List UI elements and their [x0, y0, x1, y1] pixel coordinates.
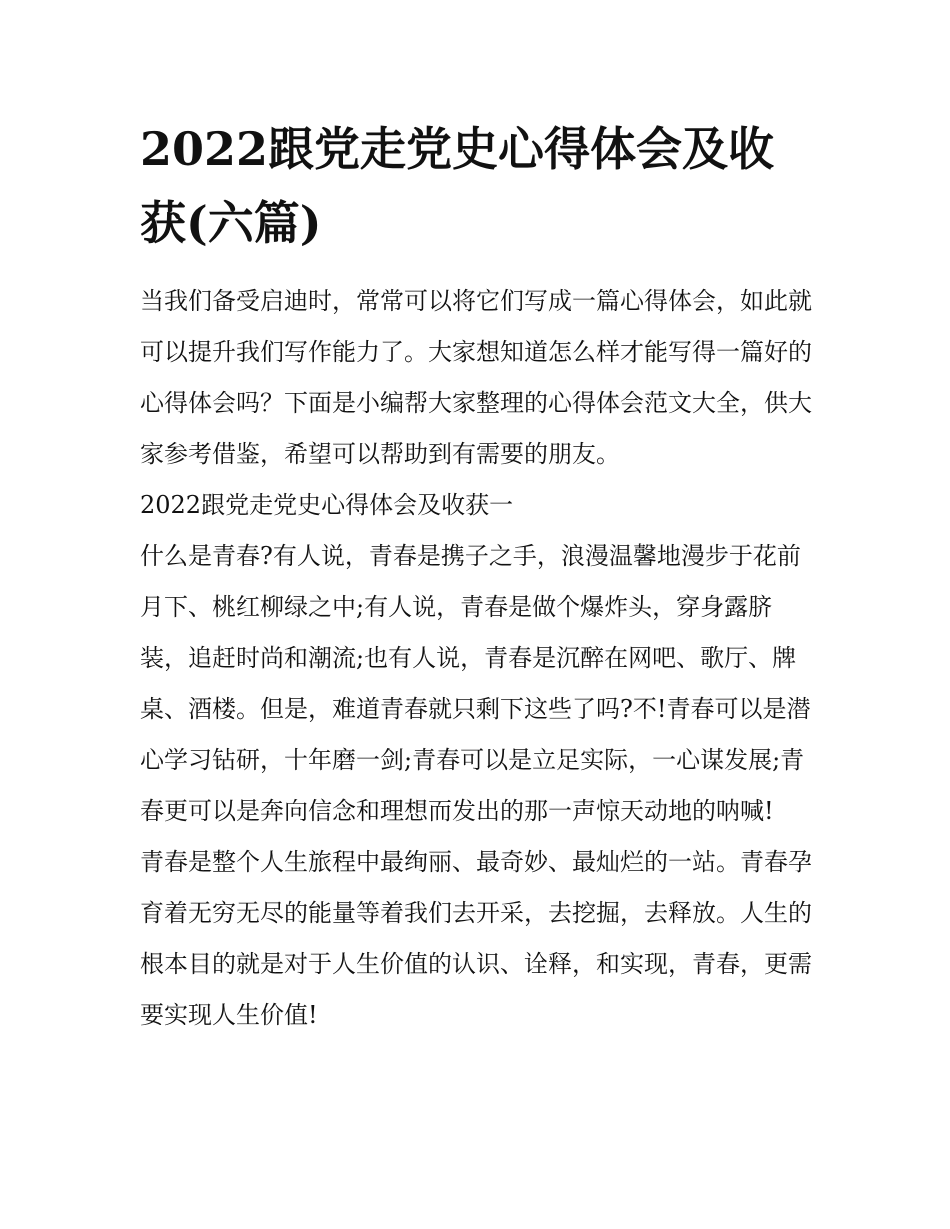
document-body — [140, 276, 812, 1041]
document-page — [140, 112, 812, 1041]
body-paragraph-1: 什么是青春?有人说，青春是携子之手，浪漫温馨地漫步于花前月下、桃红柳绿之中;有人说，青春是做个爆炸头，穿身露脐装，追赶时尚和潮流;也有人说，青春是沉醉在网吧、歌厅、牌桌、酒楼。但是，难道青春就只剩下这些了吗?不!青春可以是潜心学习钻研，十年磨一剑;青春可以是立足实际，一心谋发展;青春更可以是奔向信念和理想而发出的那一声惊天动地的呐喊! — [140, 542, 811, 825]
intro-paragraph: 当我们备受启迪时，常常可以将它们写成一篇心得体会，如此就可以提升我们写作能力了。大家想知道怎么样才能写得一篇好的心得体会吗？下面是小编帮大家整理的心得体会范文大全，供大家参考借鉴，希望可以帮助到有需要的朋友。 — [140, 287, 812, 468]
body-paragraph-2: 青春是整个人生旅程中最绚丽、最奇妙、最灿烂的一站。青春孕育着无穷无尽的能量等着我们去开采，去挖掘，去释放。人生的根本目的就是对于人生价值的认识、诠释，和实现，青春，更需要实现人生价值! — [140, 848, 812, 1029]
section-heading: 2022跟党走党史心得体会及收获一 — [140, 491, 514, 519]
document-title: 2022跟党走党史心得体会及收获(六篇) — [140, 122, 775, 250]
